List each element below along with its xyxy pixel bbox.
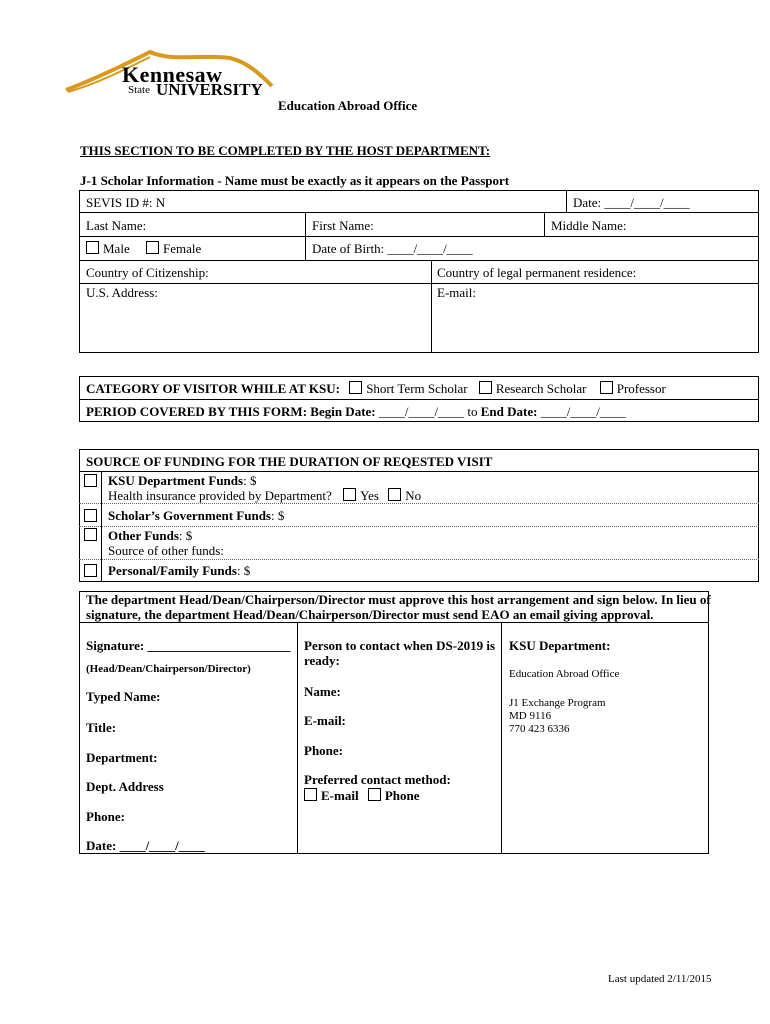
section-title: THIS SECTION TO BE COMPLETED BY THE HOST DEPARTMENT: — [80, 143, 491, 158]
male-checkbox[interactable] — [86, 241, 99, 254]
ksu-mailstop: MD 9116 — [509, 710, 552, 722]
ksu-program: J1 Exchange Program — [509, 697, 606, 709]
date-field[interactable]: Date: ____/____/____ — [573, 195, 690, 210]
logo-university: UNIVERSITY — [156, 80, 263, 99]
us-address-field[interactable]: U.S. Address: — [86, 285, 158, 300]
dob-field[interactable]: Date of Birth: ____/____/____ — [312, 241, 473, 256]
male-option[interactable]: Male — [86, 241, 130, 257]
title-field[interactable]: Title: — [86, 720, 117, 735]
typed-name-field[interactable]: Typed Name: — [86, 689, 161, 704]
contact-heading-line1: Person to contact when DS-2019 is — [304, 638, 496, 653]
contact-phone-field[interactable]: Phone: — [304, 743, 343, 758]
other-source-field[interactable]: Source of other funds: — [108, 543, 224, 558]
scholar-heading: J-1 Scholar Information - Name must be exactly as it appears on the Passport — [80, 173, 510, 188]
gov-funds-checkbox[interactable] — [84, 509, 97, 522]
citizenship-field[interactable]: Country of Citizenship: — [86, 265, 209, 280]
first-name-field[interactable]: First Name: — [312, 218, 374, 233]
middle-name-field[interactable]: Middle Name: — [551, 218, 627, 233]
contact-name-field[interactable]: Name: — [304, 684, 341, 699]
health-insurance-row: Health insurance provided by Department? Yes No — [108, 488, 422, 503]
email-field[interactable]: E-mail: — [437, 285, 476, 300]
approval-date-field[interactable]: Date: ____/____/____ — [86, 838, 205, 853]
ksu-department-label: KSU Department: — [509, 638, 611, 653]
residence-field[interactable]: Country of legal permanent residence: — [437, 265, 637, 280]
phone-field[interactable]: Phone: — [86, 809, 125, 824]
office-title: Education Abroad Office — [278, 98, 418, 113]
ksu-office: Education Abroad Office — [509, 668, 620, 680]
preferred-contact-label: Preferred contact method: — [304, 772, 451, 787]
other-funds-checkbox[interactable] — [84, 528, 97, 541]
signature-field[interactable]: Signature: ______________________ — [86, 638, 291, 653]
pref-phone-checkbox[interactable] — [368, 788, 381, 801]
ksu-funds-checkbox[interactable] — [84, 474, 97, 487]
other-funds-field[interactable]: Other Funds: $ — [108, 528, 193, 543]
preferred-contact-options: E-mail Phone — [304, 788, 419, 804]
ksu-phone: 770 423 6336 — [509, 723, 570, 735]
pref-email-checkbox[interactable] — [304, 788, 317, 801]
health-yes-checkbox[interactable] — [343, 488, 356, 501]
category-label: CATEGORY OF VISITOR WHILE AT KSU: — [86, 381, 340, 396]
contact-email-field[interactable]: E-mail: — [304, 713, 346, 728]
personal-funds-checkbox[interactable] — [84, 564, 97, 577]
health-no-checkbox[interactable] — [388, 488, 401, 501]
department-field[interactable]: Department: — [86, 750, 158, 765]
last-name-field[interactable]: Last Name: — [86, 218, 147, 233]
personal-funds-field[interactable]: Personal/Family Funds: $ — [108, 563, 251, 578]
contact-heading-line2: ready: — [304, 653, 340, 668]
category-row: CATEGORY OF VISITOR WHILE AT KSU: Short Term Scholar Research Scholar Professor — [86, 381, 666, 396]
funding-title: SOURCE OF FUNDING FOR THE DURATION OF REQESTED VISIT — [86, 454, 493, 469]
logo-kennesaw: Kennesaw — [122, 62, 223, 87]
female-checkbox[interactable] — [146, 241, 159, 254]
gov-funds-field[interactable]: Scholar’s Government Funds: $ — [108, 508, 285, 523]
period-row[interactable]: PERIOD COVERED BY THIS FORM: Begin Date: ____/____/____ to End Date: ____/____/____ — [86, 404, 626, 419]
sevis-id-field[interactable]: SEVIS ID #: N — [86, 195, 166, 210]
last-updated: Last updated 2/11/2015 — [608, 973, 712, 985]
dept-address-field[interactable]: Dept. Address — [86, 779, 164, 794]
female-option[interactable]: Female — [146, 241, 201, 257]
approval-statement-line2: signature, the department Head/Dean/Chairperson/Director must send EAO an email giving approval. — [86, 607, 654, 622]
signature-subtitle: (Head/Dean/Chairperson/Director) — [86, 663, 251, 675]
ksu-logo — [62, 44, 277, 104]
logo-state: State — [128, 84, 150, 96]
short-term-checkbox[interactable] — [349, 381, 362, 394]
research-checkbox[interactable] — [479, 381, 492, 394]
approval-statement-line1: The department Head/Dean/Chairperson/Director must approve this host arrangement and sign below. In lieu of — [86, 592, 711, 607]
ksu-funds-field[interactable]: KSU Department Funds: $ — [108, 473, 257, 488]
professor-checkbox[interactable] — [600, 381, 613, 394]
approval-table — [79, 591, 709, 854]
